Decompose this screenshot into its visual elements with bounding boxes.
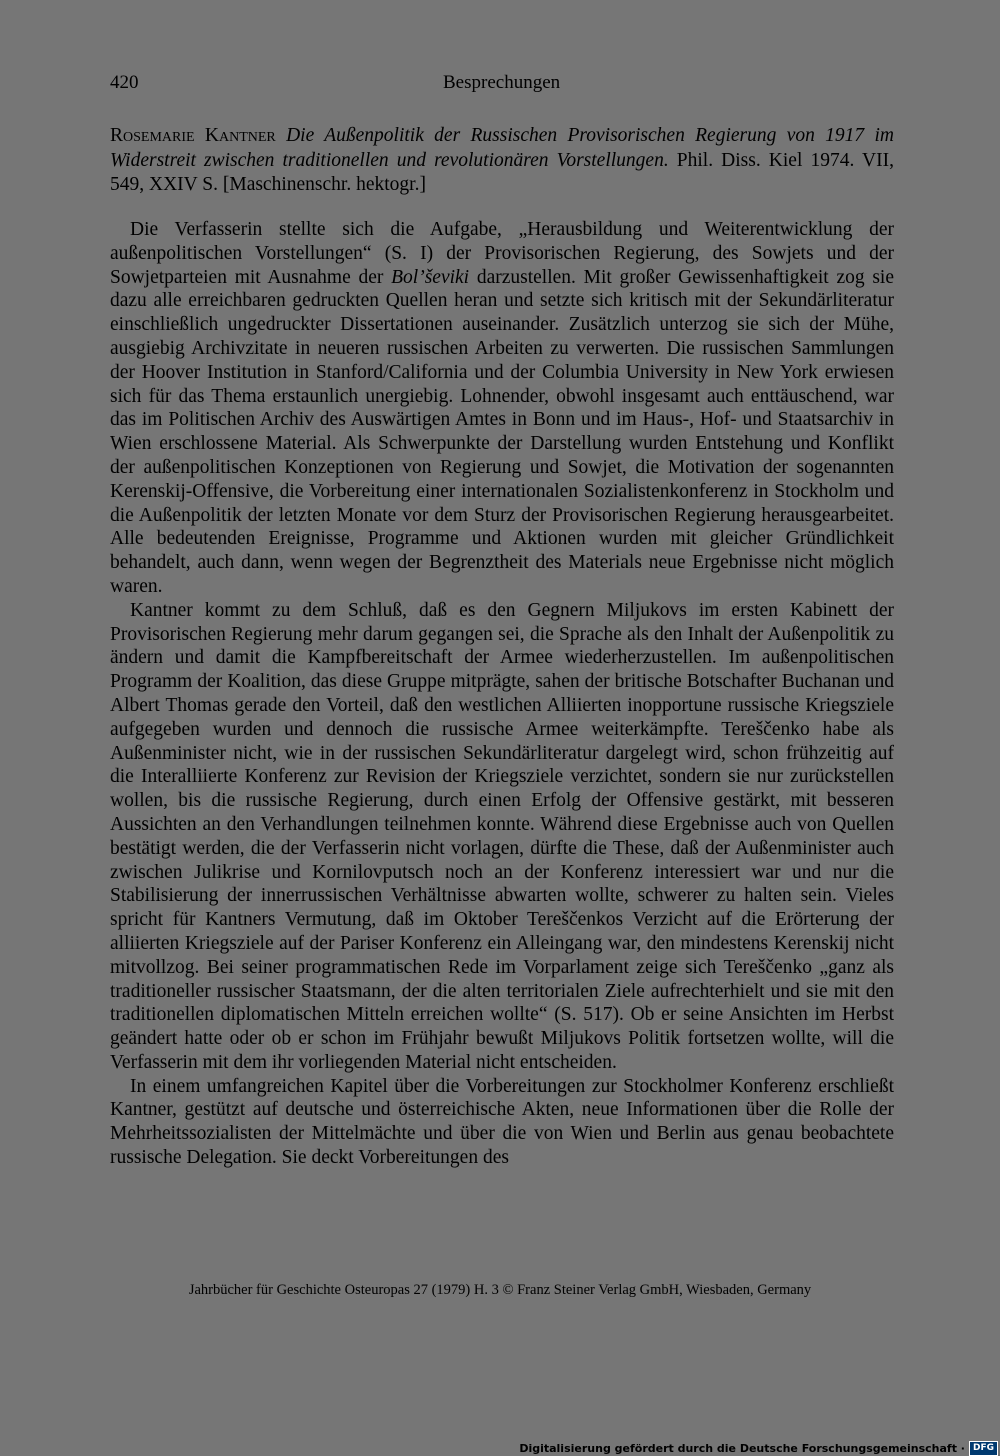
paragraph-1 xyxy=(110,218,894,599)
dfg-logo: DFG xyxy=(969,1441,998,1456)
paragraph-1-text-b: darzustellen. Mit großer Gewissenhaftigkeit zog sie dazu alle erreichbaren gedruckten Quellen heran und setzte sich kritisch mit der Sekundärliteratur einschließlich ungedruckter Dissertationen auseinander. Zusätzlich unterzog sie sich der Mühe, ausgiebig Archivzitate in neueren russischen Arbeiten zu verwerten. Die russischen Sammlungen der Hoover Institution in Stanford/California und der Columbia University in New York erwiesen sich für das Thema erstaunlich unergiebig. Lohnender, obwohl insgesamt auch enttäuschend, war das im Politischen Archiv des Auswärtigen Amtes in Bonn und im Haus-, Hof- und Staatsarchiv in Wien erschlossene Material. Als Schwerpunkte der Darstellung wurden Entstehung und Konflikt der außenpolitischen Konzeptionen von Regierung und Sowjet, die Motivation der sogenannten Kerenskij-Offensive, die Vorbereitung einer internationalen Sozialistenkonferenz in Stockholm und die Außenpolitik der letzten Monate vor dem Sturz der Provisorischen Regierung herausgearbeitet. Alle bedeutenden Ereignisse, Programme und Aktionen wurden mit gleicher Gründlichkeit behandelt, auch dann, wenn wegen der Begrenztheit des Materials neue Ergebnisse nicht möglich waren. xyxy=(110,266,894,597)
review-publication-info: Phil. Diss. Kiel 1974. VII, 549, XXIV S. [Maschinenschr. hektogr.] xyxy=(110,149,895,195)
paragraph-2: Kantner kommt zu dem Schluß, daß es den Gegnern Miljukovs im ersten Kabinett der Provisorischen Regierung mehr darum gegangen sei, die Sprache als den Inhalt der Außenpolitik zu ändern und damit die Kampfbereitschaft der Armee wiederherzustellen. Im außenpolitischen Programm der Koalition, das diese Gruppe mitprägte, sahen der britische Botschafter Buchanan und Albert Thomas gerade den Vorteil, daß den westlichen Alliierten inopportune russische Kriegsziele aufgegeben wurden und dennoch die russische Armee weiterkämpfte. Tereščenko habe als Außenminister nicht, wie in der russischen Sekundärliteratur dargelegt wird, schon frühzeitig auf die Interalliierte Konferenz zur Revision der Kriegsziele verzichtet, sondern sie nur zurückstellen wollen, bis die russische Regierung, durch einen Erfolg der Offensive gestärkt, mit besseren Aussichten an den Verhandlungen teilnehmen konnte. Während diese Ergebnisse auch von Quellen bestätigt werden, die der Verfasserin nicht vorlagen, dürfte die These, daß der Außenminister auch zwischen Julikrise und Kornilovputsch noch an der Konferenz interessiert war und nur die Stabilisierung der innerrussischen Verhältnisse abwarten wollte, schwerer zu halten sein. Vieles spricht für Kantners Vermutung, daß im Oktober Tereščenkos Verzicht auf die Erörterung der alliierten Kriegsziele auf der Pariser Konferenz ein Alleingang war, den mindestens Kerenskij nicht mitvollzog. Bei seiner programmatischen Rede im Vorparlament zeige sich Tereščenko „ganz als traditioneller russischer Staatsmann, der die alten territorialen Ziele aufrechterhielt und sie mit den traditionellen diplomatischen Mitteln erreichen wollte“ (S. 517). Ob er seine Ansichten im Herbst geändert hatte oder ob er schon im Frühjahr bewußt Miljukovs Politik fortsetzen wollte, will die Verfasserin mit dem ihr vorliegenden Material nicht entscheiden. xyxy=(110,599,894,1073)
journal-footer: Jahrbücher für Geschichte Osteuropas 27 (1979) H. 3 © Franz Steiner Verlag GmbH, Wiesbaden, Germany xyxy=(188,1282,812,1298)
digitization-banner xyxy=(519,1441,998,1456)
digitization-notice: Digitalisierung gefördert durch die Deutsche Forschungsgemeinschaft · xyxy=(519,1442,965,1455)
review-author: Rosemarie Kantner xyxy=(110,125,276,146)
paragraph-1-emphasis: Bol’ševiki xyxy=(391,266,470,288)
review-body xyxy=(110,218,894,1170)
paragraph-1-text-a: Die Verfasserin stellte sich die Aufgabe, „Herausbildung und Weiterentwicklung der außenpolitischen Vorstellungen“ (S. I) der Provisorischen Regierung, des Sowjets und der Sowjetparteien mit Ausnahme der xyxy=(110,219,894,288)
page-number: 420 xyxy=(110,72,139,93)
paragraph-3: In einem umfangreichen Kapitel über die Vorbereitungen zur Stockholmer Konferenz erschließt Kantner, gestützt auf deutsche und österreichische Akten, neue Informationen über die Rolle der Mehrheitssozialisten der Mittelmächte und über die von Wien und Berlin aus genau beobachtete russische Delegation. Sie deckt Vorbereitungen des xyxy=(110,1075,894,1169)
review-book-title: Die Außenpolitik der Russischen Provisorischen Regierung von 1917 im Widerstreit zwischen traditionellen und revolutionären Vorstellungen. xyxy=(110,125,894,171)
reviewed-work-citation xyxy=(110,124,894,198)
running-head: Besprechungen xyxy=(443,72,561,93)
